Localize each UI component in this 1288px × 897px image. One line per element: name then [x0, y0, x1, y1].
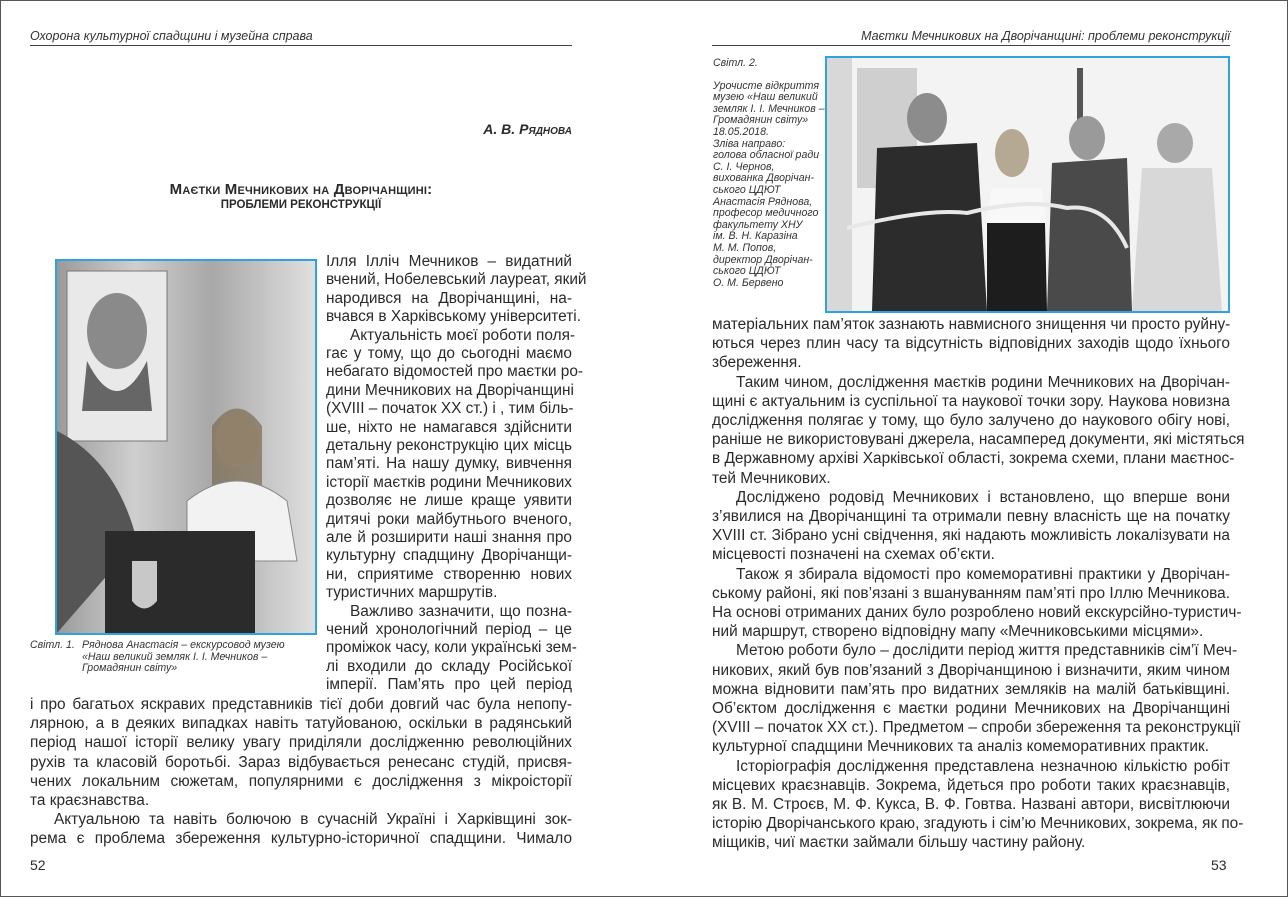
figure-2-caption	[713, 58, 825, 289]
photo-2-image	[827, 58, 1228, 311]
caption-line: 18.05.2018.	[713, 125, 769, 138]
text-line: ни, сприятиме створенню нових	[326, 565, 572, 583]
text-line: імперії. Пам’ять про цей період	[326, 676, 572, 694]
caption-line: Анастасія Ряднова,	[713, 195, 813, 208]
caption-line: «Наш великий земляк І. І. Мечников –	[82, 650, 268, 663]
text-line: вчався в Харківському університеті.	[326, 308, 581, 326]
text-line: і про багатьох яскравих представників тієї доби довгий час була непопу-	[30, 696, 572, 713]
text-line: ний маршрут, створено відповідну мапу «Мечниковськими місцями».	[712, 623, 1204, 641]
running-head-left: Охорона культурної спадщини і музейна справа	[30, 29, 313, 43]
text-line: Досліджено родовід Мечникових і встановлено, що вперше вони	[736, 488, 1230, 506]
text-line: та краєзнавства.	[30, 792, 150, 809]
text-line: період нашої історії велику увагу приділяли дослідженню революційних	[30, 734, 572, 752]
caption-line: ського ЦДЮТ	[713, 183, 781, 196]
photo-2-ribbon-cutting	[825, 56, 1230, 313]
page-number-left: 52	[30, 857, 46, 873]
text-line: лі входили до складу Російської	[326, 657, 572, 675]
text-line: як В. М. Строєв, М. Ф. Кукса, В. Ф. Говтва. Названі автори, висвітлюючи	[712, 796, 1230, 813]
text-line: Метою роботи було – дослідити період життя представників сім’ї Меч-	[736, 642, 1238, 660]
text-line: (XVIII – початок XX ст.) і , тим біль-	[326, 400, 574, 418]
text-line: дозволяє не лише краще уявити	[326, 492, 572, 510]
photo-1-guide-at-lectern	[55, 259, 317, 635]
caption-line: С. І. Чернов,	[713, 160, 775, 173]
header-rule-left	[30, 45, 572, 46]
caption-line: Громадянин світу»	[82, 662, 178, 675]
title-main: Маєтки Мечникових на Дворічанщині:	[169, 181, 433, 198]
text-line: рухів та класовій боротьбі. Зараз відбувається ренесанс студій, присвя-	[30, 753, 572, 771]
text-line: рема є проблема збереження культурно-історичної спадщини. Чимало	[30, 830, 572, 848]
text-line: в Державному архіві Харківської області, зокрема схеми, плани маєтнос-	[712, 450, 1235, 468]
text-line: гає у тому, що до сьогодні маємо	[326, 345, 572, 362]
caption-line: голова обласної ради	[713, 149, 820, 162]
figure-1-caption	[30, 639, 285, 675]
text-line: культурної спадщини Мечникових та аналіз комеморативних практик.	[712, 738, 1210, 756]
figure-1-text	[82, 640, 285, 675]
text-line: Історіографія дослідження представлена незначною кількістю робіт	[736, 757, 1230, 775]
text-line: з’явилися на Дворічанщині та отримали певну власність ще на початку	[712, 508, 1230, 525]
text-line: Об’єктом дослідження є маєтки родини Мечникових на Дворічанщині	[712, 700, 1230, 717]
caption-line: музею «Наш великий	[713, 91, 818, 104]
text-line: ються через плин часу та відсутність відповідних заходів щодо їхнього	[712, 335, 1230, 353]
caption-line: ського ЦДЮТ	[713, 265, 781, 278]
text-line: ше, ніхто не намагався здійснити	[326, 418, 572, 436]
text-line: пам’яті. На нашу думку, вивчення	[326, 455, 572, 473]
caption-line: Громадянин світу»	[713, 114, 809, 127]
article-title	[30, 181, 572, 211]
text-line: дини Мечникових на Дворічанщині	[326, 381, 574, 399]
text-line: детальну реконструкцію цих місць	[326, 437, 572, 454]
caption-line: земляк І. І. Мечников –	[713, 102, 825, 115]
figure-2-label: Світл. 2.	[713, 57, 758, 69]
text-line: але й розширити наші знання про	[326, 529, 572, 546]
text-line: народився на Дворічанщині, на-	[326, 289, 572, 307]
text-line: дослідження полягає у тому, що було залучено до наукового обігу нові,	[712, 412, 1230, 429]
text-line: чених локальним сюжетам, популярними є дослідження з мікроісторії	[30, 772, 572, 790]
text-line: чений хронологічний період – це	[326, 621, 572, 638]
caption-line: ім. В. Н. Каразіна	[713, 230, 798, 243]
text-line: Також я збирала відомості про комеморативні практики у Дворічан-	[736, 565, 1230, 583]
caption-line: професор медичного	[713, 207, 819, 220]
header-rule-right	[712, 45, 1230, 46]
text-line: никових, який був пов’язаний з Дворічанщиною і визначити, яким чином	[712, 661, 1230, 679]
text-line: туристичних маршрутів.	[326, 584, 498, 602]
text-line: місцевості позначені на схемах об’єкти.	[712, 546, 995, 564]
text-line: проміжок часу, коли українські зем-	[326, 639, 577, 657]
text-line: На основі отриманих даних було розроблено новий екскурсійно-туристич-	[712, 604, 1242, 621]
page-number-right: 53	[1211, 857, 1227, 873]
running-head-right: Маєтки Мечникових на Дворічанщині: проблеми реконструкції	[861, 29, 1230, 43]
figure-1-label: Світл. 1.	[30, 639, 75, 651]
caption-line: Зліва направо:	[713, 137, 786, 150]
title-sub: ПРОБЛЕМИ РЕКОНСТРУКЦІЇ	[220, 199, 382, 211]
text-line: тей Мечникових.	[712, 469, 831, 487]
text-line: матеріальних пам’яток зазнають навмисного знищення чи просто руйну-	[712, 316, 1231, 333]
text-line: раніше не використовувані джерела, насамперед документи, які містяться	[712, 431, 1245, 449]
text-line: збереження.	[712, 354, 802, 372]
caption-line: Урочисте відкриття	[713, 79, 820, 92]
text-line: XVIII ст. Зібрано усні свідчення, які надають можливість локалізувати на	[712, 527, 1230, 545]
text-line: вчений, Нобелевський лауреат, який	[326, 271, 587, 289]
text-line: можна відновити пам’ять про видатних земляків на малій батьківщині.	[712, 680, 1230, 698]
author: А. В. Ряднова	[483, 121, 572, 137]
text-line: історію Дворічанського краю, згадують і сім’ю Мечникових, зокрема, як по-	[712, 815, 1244, 833]
text-line: міщиків, чиї маєтки займали більшу частину району.	[712, 834, 1086, 852]
text-line: Ілля Ілліч Мечников – видатний	[326, 253, 572, 270]
text-line: (XVIII – початок XX ст.). Предметом – спроби збереження та реконструкції	[712, 719, 1241, 737]
text-line: Актуальність моєї роботи поля-	[350, 326, 576, 344]
text-line: місцевих краєзнавців. Зокрема, йдеться про роботи таких краєзнавців,	[712, 776, 1230, 794]
text-line: лярною, а в деяких випадках навіть татуйованою, оскільки в радянський	[30, 715, 572, 733]
text-line: ському районі, які пов’язані з вшануванням пам’яті про Іллю Мечникова.	[712, 584, 1230, 602]
figure-2-text	[713, 81, 825, 290]
text-line: небагато відомостей про маєтки ро-	[326, 363, 584, 381]
caption-line: факультету ХНУ	[713, 218, 803, 231]
text-line: історії маєтків родини Мечникових	[326, 473, 572, 491]
caption-line: вихованка Дворічан-	[713, 172, 814, 185]
caption-line: М. М. Попов,	[713, 241, 777, 254]
text-line: Важливо зазначити, що позна-	[350, 602, 572, 620]
text-line: культурну спадщину Дворічанщи-	[326, 547, 572, 565]
text-line: дитячі роки майбутнього вченого,	[326, 510, 572, 528]
photo-1-image	[57, 261, 315, 633]
text-line: Актуальною та навіть болючою в сучасній Україні і Харківщині зок-	[54, 811, 572, 829]
text-line: Таким чином, дослідження маєтків родини Мечникових на Дворічан-	[736, 373, 1230, 391]
text-line: щині є актуальним із суспільної та наукової точки зору. Наукова новизна	[712, 392, 1230, 410]
caption-line: О. М. Бервено	[713, 276, 784, 289]
caption-line: директор Дворічан-	[713, 253, 813, 266]
caption-line: Ряднова Анастасія – екскурсовод музею	[82, 639, 285, 651]
